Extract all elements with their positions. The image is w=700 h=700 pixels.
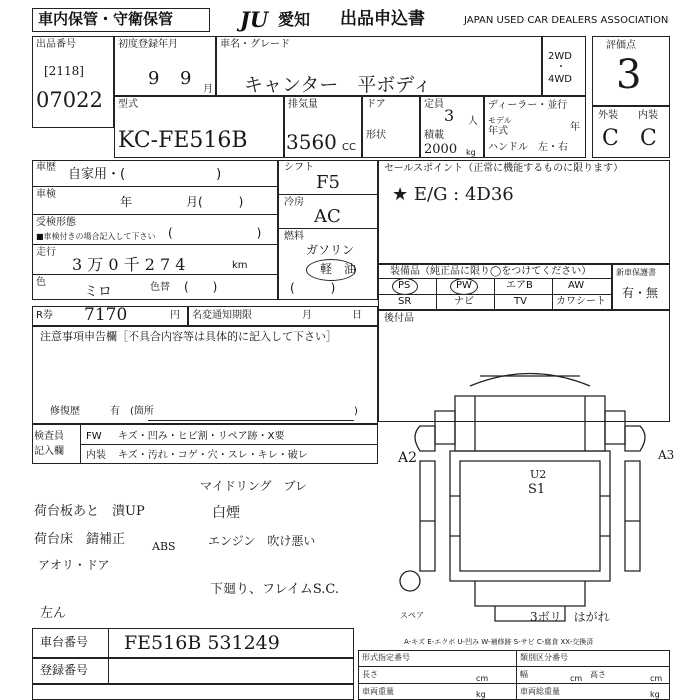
history-line-1 — [32, 186, 278, 187]
notes-label: 注意事項申告欄［不具合内容等は具体的に記入して下さい］ — [40, 330, 337, 343]
width-cm: cm — [570, 674, 583, 683]
equip-airbag: エアB — [506, 280, 533, 291]
sales-point-label: セールスポイント（正常に機能するものに限ります） — [384, 163, 624, 174]
sales-point-box — [378, 160, 670, 264]
spare-label: スペア — [400, 611, 424, 620]
car-weight-label: 車両重量 — [362, 687, 394, 696]
chassis-vsep — [108, 628, 109, 658]
damage-center-1: U2 — [530, 468, 547, 481]
entry-label: 記入欄 — [34, 446, 64, 457]
inspection-month: 月( ) — [186, 195, 244, 209]
reg-vsep — [108, 658, 109, 684]
equip-ps: PS — [398, 280, 411, 291]
ac-label: 冷房 — [284, 197, 304, 208]
damage-a3-right: A3 — [658, 448, 675, 462]
diagram-bottom-note: 3ボリ はがれ — [530, 610, 610, 624]
handle-label: ハンドル 左・右 — [488, 142, 568, 153]
fuel-paren: ( ) — [290, 281, 336, 295]
repair-underline — [148, 420, 354, 421]
notice-month: 月 — [302, 310, 312, 321]
shape-label: 形状 — [366, 130, 386, 141]
new-car-label: 新車保護書 — [616, 268, 656, 277]
drive-2wd: 2WD — [548, 51, 572, 62]
spec-line-1 — [358, 666, 670, 667]
post-attach-label: 後付品 — [384, 313, 414, 324]
score-value: 3 — [616, 52, 642, 98]
equip-aw: AW — [568, 280, 585, 291]
height-cm: cm — [650, 674, 663, 683]
lot-label: 出品番号 — [36, 39, 76, 50]
fw-label: FW — [86, 431, 102, 442]
damage-a2-left: A2 — [398, 450, 418, 466]
shift-line — [278, 194, 378, 195]
mileage-label: 走行 — [36, 247, 56, 258]
height-label: 高さ — [590, 670, 606, 679]
r-ticket-label: R券 — [36, 310, 53, 321]
model-label: 型式 — [118, 99, 138, 110]
takeover-paren: ( ) — [168, 226, 262, 240]
equip-sr: SR — [398, 296, 412, 307]
interior-grade: C — [640, 126, 657, 151]
car-weight-kg: kg — [476, 690, 486, 699]
model-value: KC-FE516B — [118, 128, 248, 153]
year-unit: 年 — [570, 122, 580, 133]
ju-logo: JU — [240, 7, 269, 32]
equipment-label: 装備品（純正品に限り◯をつけてください） — [390, 266, 592, 277]
capacity-value: 3 — [444, 106, 455, 125]
equip-seat: カワシート — [556, 296, 606, 307]
storage-header: 車内保管・守衛保管 — [38, 10, 174, 28]
org-name: 愛知 — [278, 10, 311, 29]
equip-col-2 — [494, 278, 495, 310]
equip-col-3 — [552, 278, 553, 310]
lot-bracket: [2118] — [44, 64, 84, 78]
chassis-label: 車台番号 — [40, 635, 89, 649]
chassis-number: FE516B 531249 — [124, 632, 280, 654]
note-line-3a: 荷台床 錆補正 — [34, 532, 126, 547]
length-cm: cm — [476, 674, 489, 683]
inspector-label: 検査員 — [34, 431, 64, 442]
fuel-label: 燃料 — [284, 231, 304, 242]
note-line-5: 下廻り、フレイムS.C. — [210, 582, 340, 597]
fuel-diesel: 軽 油 — [320, 262, 357, 276]
checks-mid — [80, 444, 378, 445]
equip-pw: PW — [456, 280, 472, 291]
r-ticket-yen: 円 — [170, 310, 180, 321]
new-car-options: 有・無 — [622, 286, 659, 300]
fuel-gas: ガソリン — [306, 243, 355, 257]
shift-label: シフト — [284, 162, 314, 173]
ruibetsu-label: 類別区分番号 — [520, 653, 568, 662]
car-name-label: 車名・グレード — [220, 39, 290, 50]
equip-pw-circle — [450, 278, 478, 295]
inspection-label: 車検 — [36, 189, 56, 200]
load-label: 積載 — [424, 130, 444, 141]
takeover-note: ■車検付きの場合記入して下さい — [36, 232, 156, 241]
note-line-3c: エンジン 吹け悪い — [208, 534, 316, 548]
color-label: 色 — [36, 277, 46, 288]
shift-value: F5 — [316, 172, 340, 193]
year-label: 年式 — [488, 126, 508, 137]
capacity-unit: 人 — [468, 116, 478, 127]
color-change-paren: ( ) — [184, 280, 218, 294]
drive-dot: ・ — [556, 62, 566, 73]
note-line-2a: 荷台板あと 潰UP — [34, 504, 145, 519]
notice-label: 名変通知期限 — [192, 310, 252, 321]
model-year-label: モデル — [488, 116, 512, 125]
repair-close: ) — [354, 406, 358, 417]
sales-point-value: ★ E/G : 4D36 — [392, 184, 514, 205]
total-weight-label: 車両総重量 — [520, 687, 560, 696]
spec-line-2 — [358, 683, 670, 684]
score-label: 評価点 — [606, 40, 636, 51]
inspection-year: 年 — [120, 195, 133, 209]
load-unit: kg — [466, 148, 476, 157]
load-value: 2000 — [424, 142, 458, 157]
ac-line — [278, 228, 378, 229]
r-ticket-value: 7170 — [84, 305, 128, 325]
mileage-unit: km — [232, 260, 248, 271]
lot-number: 07022 — [36, 88, 103, 112]
interior-label: 内装 — [638, 110, 658, 121]
exterior-grade: C — [602, 126, 619, 151]
repair-label: 修復歴 — [50, 406, 80, 417]
fuel-diesel-circle — [306, 259, 356, 281]
color-change-label: 色替 — [150, 282, 170, 293]
length-label: 長さ — [362, 670, 378, 679]
dealer-label: ディーラー・並行 — [488, 100, 568, 111]
mileage-value: 3 万 0 千 2 7 4 — [72, 255, 186, 274]
form-title: 出品申込書 — [340, 9, 425, 29]
history-label: 車歴 — [36, 162, 56, 173]
history-line-3 — [32, 244, 278, 245]
fw-items: キズ・凹み・ヒビ割・リペア跡・X要 — [118, 431, 285, 442]
kata-label: 形式指定番号 — [362, 653, 410, 662]
interior-check-label: 内装 — [86, 450, 106, 461]
note-line-6: 左ん — [40, 606, 67, 621]
displacement-value: 3560 — [286, 130, 337, 154]
reg-digits — [32, 684, 354, 700]
exterior-label: 外装 — [598, 110, 618, 121]
capacity-label: 定員 — [424, 99, 444, 110]
note-line-4: アオリ・ドア — [38, 558, 110, 572]
note-line-2b: 白煙 — [212, 505, 240, 521]
repair-value: 有 (箇所 — [110, 406, 154, 417]
ac-value: AC — [314, 206, 341, 227]
checks-vsep — [80, 424, 81, 464]
note-line-3b: ABS — [152, 540, 176, 553]
month-unit: 月 — [203, 84, 213, 95]
equip-col-1 — [436, 278, 437, 310]
damage-legend: A-キズ E-エクボ U-凹み W-補修跡 S-サビ C-腐食 XX-交換済 — [404, 638, 594, 646]
equip-tv: TV — [514, 296, 527, 307]
reg-label: 登録番号 — [40, 663, 89, 677]
car-name: キャンター 平ボディ — [244, 74, 432, 96]
first-reg-month: 9 — [180, 68, 192, 89]
color-value: ミロ — [84, 284, 112, 300]
note-line-1: マイドリング ブレ — [200, 479, 308, 493]
notice-day: 日 — [352, 310, 362, 321]
spec-vsep — [516, 650, 517, 700]
width-label: 幅 — [520, 670, 528, 679]
drive-4wd: 4WD — [548, 74, 572, 85]
first-reg-year: 9 — [148, 68, 160, 89]
displacement-label: 排気量 — [288, 99, 318, 110]
equip-navi: ナビ — [454, 296, 474, 307]
equip-mid-line — [378, 294, 612, 295]
doors-label: ドア — [366, 99, 386, 110]
history-line-2 — [32, 214, 278, 215]
association-name: JAPAN USED CAR DEALERS ASSOCIATION — [464, 15, 669, 26]
total-weight-kg: kg — [650, 690, 660, 699]
damage-center-2: S1 — [528, 482, 546, 497]
equip-row-line — [378, 278, 612, 279]
first-reg-label: 初度登録年月 — [118, 39, 178, 50]
cc-unit: CC — [342, 142, 356, 153]
takeover-label: 受検形態 — [36, 217, 76, 228]
interior-check-items: キズ・汚れ・コゲ・穴・スレ・キレ・破レ — [118, 450, 308, 461]
history-value: 自家用・( ) — [68, 167, 222, 182]
equip-ps-circle — [392, 278, 418, 295]
